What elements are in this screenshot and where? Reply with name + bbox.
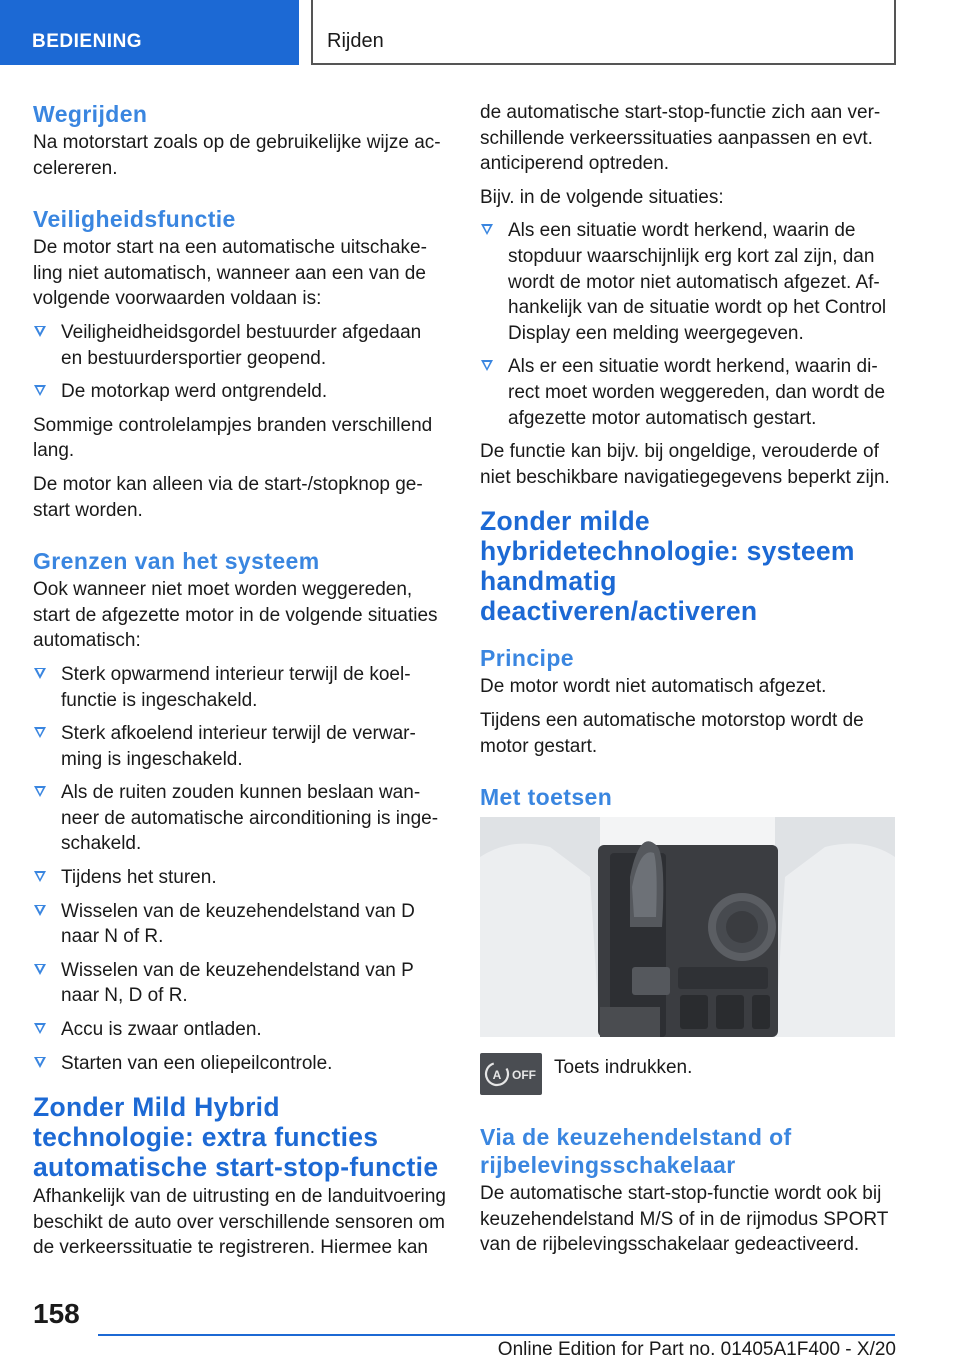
heading-principe: Principe	[480, 645, 574, 672]
paragraph-principe-2: Tijdens een automatische motorstop wordt de motor gestart.	[480, 709, 864, 757]
chapter-title: Rijden	[311, 0, 896, 65]
paragraph-bijv: Bijv. in de volgende situaties:	[480, 186, 724, 208]
paragraph-principe-1: De motor wordt niet automatisch afgezet.	[480, 676, 827, 698]
key-instruction-text: Toets indrukken.	[554, 1057, 693, 1079]
heading-met-toetsen: Met toetsen	[480, 784, 613, 811]
section-tab: BEDIENING	[0, 0, 299, 65]
list-item: Accu is zwaar ontladen.	[33, 1017, 446, 1043]
svg-text:A: A	[492, 1068, 502, 1083]
paragraph-grenzen: Ook wanneer niet moet worden weggereden, start de afgezette motor in de volgende situaties automatisch:	[33, 579, 438, 652]
paragraph-continuation: de automatische start-stop-functie zich aan verschillende verkeerssituaties aanpassen en evt. anticiperend optreden.	[480, 102, 881, 175]
bullet-triangle-icon	[34, 786, 46, 797]
list-item: Sterk afkoelend interieur terwijl de verwarming is ingeschakeld.	[33, 721, 446, 772]
list-item: Wisselen van de keuzehendelstand van P naar N, D of R.	[33, 958, 446, 1009]
bullet-triangle-icon	[34, 964, 46, 975]
bullet-triangle-icon	[481, 360, 493, 371]
footer-divider	[98, 1334, 895, 1336]
bullet-triangle-icon	[481, 224, 493, 235]
heading-grenzen: Grenzen van het systeem	[33, 548, 320, 575]
bullet-triangle-icon	[34, 905, 46, 916]
paragraph-keuzehendel: De automatische start-stop-functie wordt ook bij keuzehendelstand M/S of in de rijmodus SPORT van de rijbelevingsschakelaar gedeactiveerd.	[480, 1183, 889, 1256]
bullet-triangle-icon	[34, 1023, 46, 1034]
footer-edition: Online Edition for Part no. 01405A1F400 - X/20	[497, 1339, 896, 1360]
list-item: Sterk opwarmend interieur terwijl de koelfunctie is ingeschakeld.	[33, 662, 446, 713]
list-item: Als de ruiten zouden kunnen beslaan wanneer de automatische airconditioning is ingeschakeld.	[33, 780, 446, 857]
key-instruction	[480, 1053, 895, 1123]
list-item: Veiligheidheidsgordel bestuurder afgedaan en bestuurdersportier geopend.	[33, 320, 446, 371]
auto-start-stop-off-icon	[480, 1053, 542, 1095]
left-column	[33, 100, 446, 1269]
center-console-photo	[480, 817, 895, 1037]
paragraph-wegrijden: Na motorstart zoals op de gebruikelijke wijze accelereren.	[33, 132, 441, 179]
heading-mild-hybrid: Zonder Mild Hybrid technologie: extra functies automatische start-stop-functie	[33, 1092, 439, 1183]
list-item: Tijdens het sturen.	[33, 865, 446, 891]
bullet-triangle-icon	[34, 727, 46, 738]
situatie-list	[480, 218, 895, 431]
list-item: Wisselen van de keuzehendelstand van D naar N of R.	[33, 899, 446, 950]
bullet-triangle-icon	[34, 326, 46, 337]
heading-keuzehendel: Via de keuzehendelstand of rijbelevingsschakelaar	[480, 1124, 792, 1179]
bullet-triangle-icon	[34, 385, 46, 396]
paragraph-veiligheidsfunctie: De motor start na een automatische uitschakeling niet automatisch, wanneer aan een van de volgende voorwaarden voldaan is:	[33, 237, 427, 310]
heading-wegrijden: Wegrijden	[33, 101, 148, 127]
right-column	[480, 100, 895, 1266]
paragraph-mild-hybrid: Afhankelijk van de uitrusting en de landuitvoering beschikt de auto over verschillende sensoren om de verkeerssituatie te registreren. Hiermee kan	[33, 1186, 446, 1259]
list-item: Als er een situatie wordt herkend, waarin direct moet worden weggereden, dan wordt de afgezette motor automatisch gestart.	[480, 354, 895, 431]
page-number: 158	[33, 1298, 80, 1329]
paragraph-controlelampjes: Sommige controlelampjes branden verschillend lang.	[33, 414, 433, 462]
list-item: Starten van een oliepeilcontrole.	[33, 1051, 446, 1077]
grenzen-list	[33, 662, 446, 1076]
veiligheid-list	[33, 320, 446, 405]
svg-text:OFF: OFF	[512, 1068, 536, 1083]
bullet-triangle-icon	[34, 1057, 46, 1068]
heading-zonder-milde: Zonder milde hybridetechnologie: systeem handmatig deactiveren/activeren	[480, 506, 855, 627]
list-item: De motorkap werd ontgrendeld.	[33, 379, 446, 405]
bullet-triangle-icon	[34, 668, 46, 679]
console-illustration	[480, 817, 895, 1037]
heading-veiligheidsfunctie: Veiligheidsfunctie	[33, 206, 236, 233]
list-item: Als een situatie wordt herkend, waarin de stopduur waarschijnlijk erg kort zal zijn, dan wordt de motor niet automatisch afgezet. Afhankelijk van de situatie wordt op het Control Display een melding weergegeven.	[480, 218, 895, 346]
paragraph-startknop: De motor kan alleen via de start-/stopknop gestart worden.	[33, 473, 423, 521]
paragraph-navigatie: De functie kan bijv. bij ongeldige, verouderde of niet beschikbare navigatiegegevens beperkt zijn.	[480, 441, 890, 488]
bullet-triangle-icon	[34, 871, 46, 882]
